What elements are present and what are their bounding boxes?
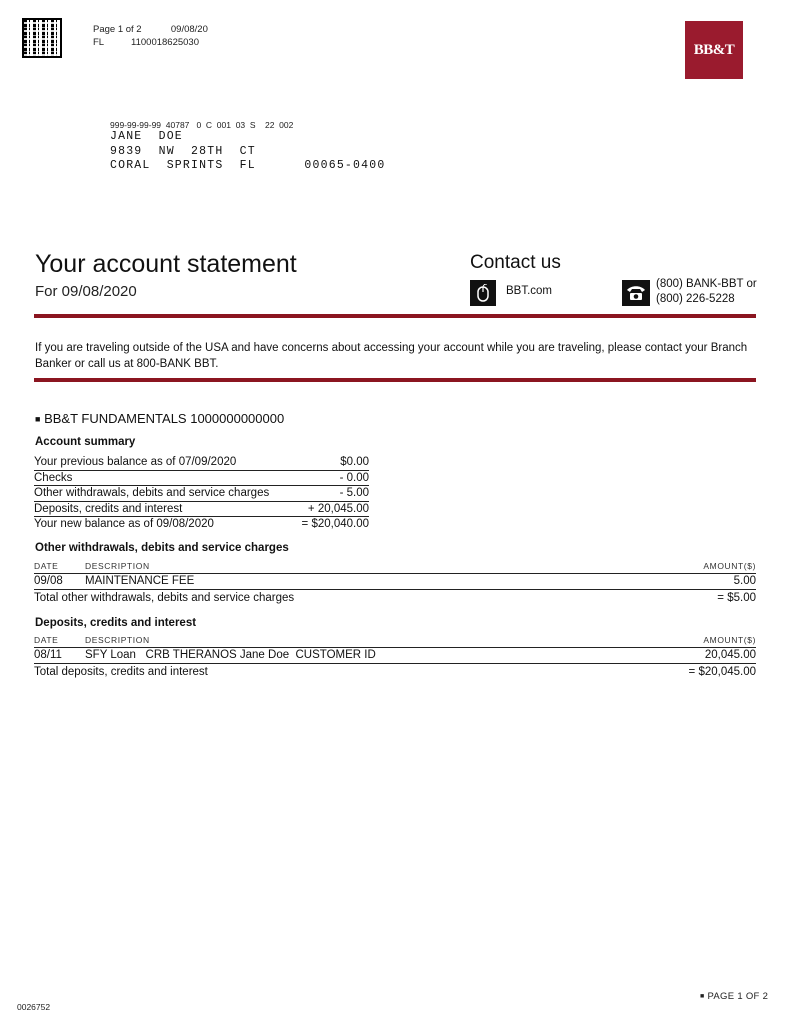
- header-ref-number: 1100018625030: [131, 37, 199, 48]
- footer-page-indicator: [700, 991, 768, 1002]
- summary-label: Other withdrawals, debits and service charges: [34, 487, 270, 499]
- deposits-total-value: = $20,045.00: [688, 666, 756, 678]
- summary-label: Checks: [34, 471, 73, 484]
- withdrawals-title: Other withdrawals, debits and service charges: [35, 542, 289, 554]
- mouse-icon: [470, 280, 496, 306]
- summary-row: [34, 455, 369, 471]
- col-amount-header: AMOUNT($): [703, 635, 756, 645]
- phone-icon: [622, 280, 650, 306]
- address-code-line: 999-99-99-99 40787 0 C 001 03 S 22 002: [110, 120, 294, 130]
- withdrawals-table: [34, 561, 756, 606]
- address-street: 9839 NW 28TH CT: [110, 145, 256, 158]
- withdrawals-header: [34, 561, 756, 574]
- col-amount-header: AMOUNT($): [703, 561, 756, 571]
- contact-phone-block: [656, 277, 757, 307]
- deposits-title: Deposits, credits and interest: [35, 617, 197, 629]
- header-page-info: [93, 24, 208, 35]
- summary-label: Deposits, credits and interest: [34, 502, 183, 515]
- row-date: 09/08: [34, 575, 63, 587]
- withdrawals-total-value: = $5.00: [717, 592, 756, 604]
- deposits-total-label: Total deposits, credits and interest: [34, 666, 208, 678]
- summary-row: [34, 486, 369, 502]
- header-page-label: Page 1 of 2: [93, 24, 142, 35]
- barcode-qr: [24, 20, 60, 56]
- col-date-header: DATE: [34, 561, 59, 571]
- summary-row: [34, 471, 369, 487]
- summary-value: + 20,045.00: [307, 502, 369, 515]
- address-city-line: CORAL SPRINTS FL 00065-0400: [110, 159, 386, 172]
- row-description: SFY Loan CRB THERANOS Jane Doe CUSTOMER ID: [85, 649, 376, 661]
- bbt-logo: [685, 21, 743, 79]
- deposits-total-row: [34, 664, 756, 680]
- travel-notice: If you are traveling outside of the USA and have concerns about accessing your account while you are traveling, please contact your Branch Banker or call us at 800-BANK BBT.: [35, 342, 748, 370]
- summary-label: Your previous balance as of 07/09/2020: [34, 456, 237, 468]
- col-date-header: DATE: [34, 635, 59, 645]
- account-summary-table: [34, 455, 369, 532]
- account-bullet: ■: [35, 414, 41, 424]
- withdrawals-total-label: Total other withdrawals, debits and service charges: [34, 592, 295, 604]
- divider-top: [34, 314, 756, 318]
- row-amount: 5.00: [733, 575, 756, 587]
- address-name: JANE DOE: [110, 130, 183, 143]
- header-date: 09/08/20: [170, 24, 208, 35]
- summary-value: - 0.00: [339, 471, 369, 484]
- contact-heading: Contact us: [470, 252, 561, 273]
- summary-value: - 5.00: [339, 487, 369, 499]
- header-ref-info: [93, 37, 199, 48]
- contact-phone-1[interactable]: (800) BANK-BBT or: [656, 278, 757, 290]
- deposits-table: [34, 635, 756, 680]
- account-name: [35, 411, 284, 426]
- divider-bottom: [34, 378, 756, 382]
- withdrawals-total-row: [34, 590, 756, 606]
- summary-value: $0.00: [340, 456, 369, 468]
- footer-bullet: ■: [700, 993, 705, 1000]
- summary-value: = $20,040.00: [301, 518, 369, 530]
- footer-page-label: PAGE 1 OF 2: [707, 991, 769, 1002]
- summary-row: [34, 502, 369, 518]
- header-state: FL: [93, 37, 104, 48]
- contact-phone-2[interactable]: (800) 226-5228: [656, 293, 735, 305]
- statement-title: Your account statement: [35, 250, 297, 278]
- table-row: [34, 574, 756, 590]
- contact-web-link[interactable]: BBT.com: [506, 285, 553, 297]
- summary-title: Account summary: [35, 436, 136, 448]
- table-row: [34, 648, 756, 664]
- statement-subtitle: For 09/08/2020: [35, 283, 137, 300]
- col-desc-header: DESCRIPTION: [85, 635, 150, 645]
- col-desc-header: DESCRIPTION: [85, 561, 150, 571]
- logo-text: BB&T: [693, 41, 735, 58]
- deposits-header: [34, 635, 756, 648]
- row-amount: 20,045.00: [704, 649, 756, 661]
- row-description: MAINTENANCE FEE: [85, 575, 195, 587]
- footer-doc-number: 0026752: [17, 1002, 51, 1012]
- summary-row: [34, 517, 369, 532]
- account-name-text: BB&T FUNDAMENTALS 1000000000000: [44, 411, 285, 426]
- row-date: 08/11: [34, 649, 62, 661]
- summary-label: Your new balance as of 09/08/2020: [34, 518, 214, 530]
